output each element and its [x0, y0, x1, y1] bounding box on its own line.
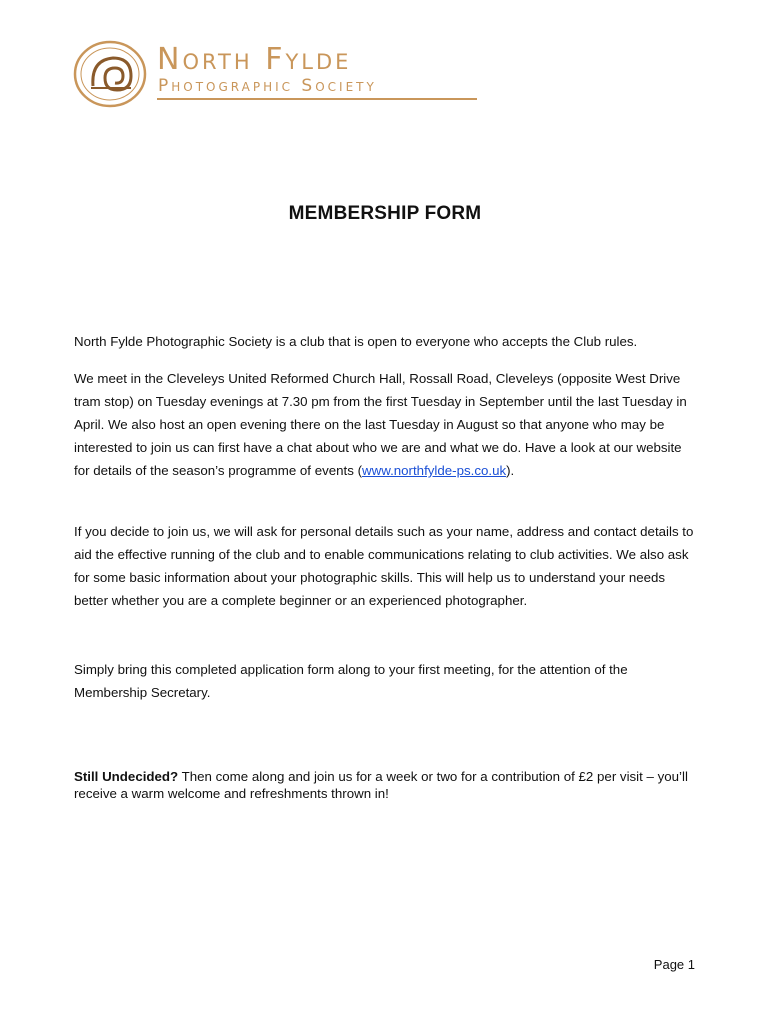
shell-camera-icon	[73, 40, 147, 108]
personal-details-paragraph: If you decide to join us, we will ask for personal details such as your name, address and contact details to aid the effective running of the club and to enable communications relating to club activities. We also ask for some basic information about your photographic skills. This will help us to understand your needs better whether you are a complete beginner or an experienced photographer.	[74, 524, 694, 608]
meeting-text: We meet in the Cleveleys United Reformed Church Hall, Rossall Road, Cleveleys (opposite West Drive tram stop) on Tuesday evenings at 7.30 pm from the first Tuesday in September until the last Tuesday in April. We also host an open evening there on the last Tuesday in August so that anyone who may be interested to join us can first have a chat about who we are and what we do. Have a look at our website for details of the season’s programme of events (	[74, 371, 687, 478]
website-link[interactable]: www.northfylde-ps.co.uk	[362, 463, 507, 478]
page-number: Page 1	[653, 957, 695, 972]
logo-title: North Fylde	[157, 42, 352, 77]
logo-divider	[157, 98, 477, 100]
meeting-paragraph	[74, 367, 699, 482]
society-logo	[73, 40, 483, 110]
intro-paragraph: North Fylde Photographic Society is a club that is open to everyone who accepts the Club rules.	[74, 334, 638, 349]
undecided-heading: Still Undecided?	[74, 769, 179, 784]
submission-paragraph: Simply bring this completed application form along to your first meeting, for the attention of the Membership Secretary.	[74, 662, 628, 700]
logo-subtitle: Photographic Society	[158, 76, 377, 96]
undecided-text: Then come along and join us for a week or two for a contribution of £2 per visit – you’ll receive a warm welcome and refreshments thrown in!	[74, 769, 688, 801]
meeting-text-end: ).	[506, 463, 515, 478]
undecided-paragraph	[74, 768, 699, 802]
page-title: MEMBERSHIP FORM	[288, 203, 482, 224]
